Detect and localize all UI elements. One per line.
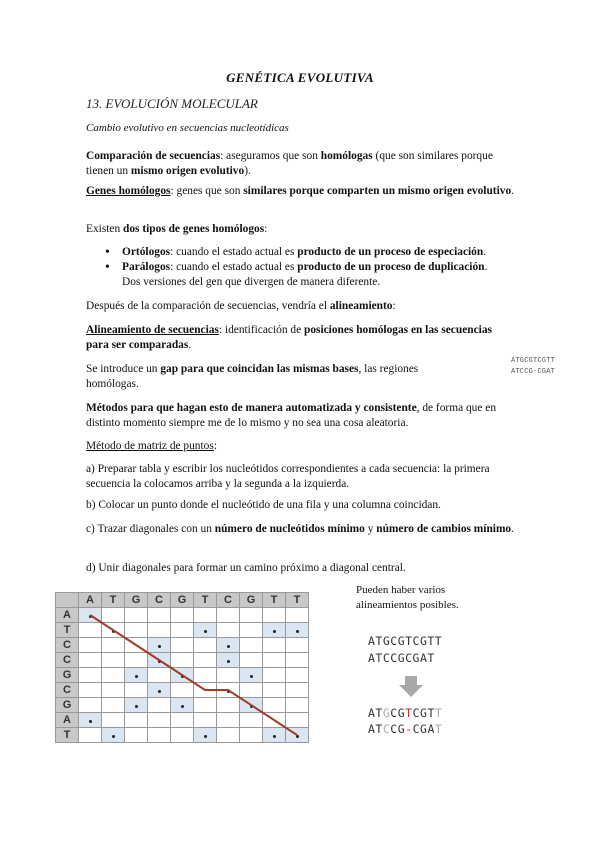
matrix-cell [171, 608, 194, 623]
matrix-cell [263, 623, 286, 638]
matrix-cell [286, 683, 309, 698]
text: : cuando el estado actual es [170, 246, 298, 258]
match-dot [204, 735, 207, 738]
sequence-segment: G [382, 706, 391, 720]
matrix-cell [171, 683, 194, 698]
matrix-row-header: A [56, 713, 79, 728]
match-dot [158, 645, 161, 648]
text: , de forma que en distinto momento siempre me de lo mismo y no sea una cosa aleatoria. [86, 402, 497, 429]
section-subtitle: Cambio evolutivo en secuencias nucleotídicas [86, 122, 289, 134]
sequence-segment: - [405, 722, 413, 736]
matrix-cell [79, 653, 102, 668]
mini-sequence-2: ATCCG-CGAT [511, 368, 556, 376]
bold-text: producto de un proceso de duplicación [297, 261, 485, 273]
matrix-cell [102, 698, 125, 713]
matrix-cell [171, 653, 194, 668]
text: : [264, 223, 268, 235]
match-dot [204, 630, 207, 633]
matrix-cell [148, 653, 171, 668]
matrix-cell [240, 728, 263, 743]
matrix-cell [240, 668, 263, 683]
matrix-col-header: C [217, 593, 240, 608]
matrix-cell [194, 698, 217, 713]
match-dot [227, 690, 230, 693]
matrix-cell [171, 623, 194, 638]
matrix-cell [194, 683, 217, 698]
match-dot [89, 615, 92, 618]
text: . [483, 246, 487, 258]
matrix-cell [194, 638, 217, 653]
gene-types-list [100, 245, 520, 290]
matrix-cell [240, 683, 263, 698]
paragraph-alineamiento [86, 323, 516, 353]
bold-text: mismo origen evolutivo [130, 165, 245, 177]
matrix-cell [217, 638, 240, 653]
matrix-cell [286, 638, 309, 653]
sequence-segment: AT [368, 722, 383, 736]
matrix-cell [286, 653, 309, 668]
matrix-cell [240, 638, 263, 653]
bold-text: gap para que coincidan las mismas bases [160, 363, 359, 375]
matrix-col-header: T [263, 593, 286, 608]
matrix-col-header: G [125, 593, 148, 608]
match-dot [296, 630, 299, 633]
term: Alineamiento de secuencias [86, 324, 219, 336]
text: , las regiones homólogas. [86, 363, 419, 390]
matrix-cell [194, 713, 217, 728]
paragraph-metodos [86, 401, 516, 431]
sequence-segment: T [405, 706, 413, 720]
matrix-row-header: T [56, 623, 79, 638]
matrix-cell [263, 653, 286, 668]
text: : identificación de [218, 324, 304, 336]
matrix-row-header: C [56, 638, 79, 653]
matrix-cell [171, 638, 194, 653]
match-dot [250, 705, 253, 708]
match-dot [227, 645, 230, 648]
text: (que son similares porque tienen un [86, 150, 493, 177]
matrix-corner [56, 593, 79, 608]
matrix-cell [125, 728, 148, 743]
matrix-cell [102, 653, 125, 668]
matrix-cell [286, 668, 309, 683]
text: ). [244, 165, 251, 177]
matrix-cell [194, 728, 217, 743]
matrix-cell [102, 623, 125, 638]
matrix-cell [194, 608, 217, 623]
term: Genes homólogos [86, 185, 171, 197]
matrix-cell [125, 623, 148, 638]
match-dot [158, 690, 161, 693]
matrix-cell [125, 668, 148, 683]
term: Comparación de secuencias [86, 150, 221, 162]
matrix-col-header: T [194, 593, 217, 608]
text: . [511, 523, 514, 535]
matrix-cell [79, 638, 102, 653]
sequence-segment: CG [390, 722, 406, 736]
matrix-col-header: T [102, 593, 125, 608]
matrix-cell [263, 713, 286, 728]
bold-text: número de nucleótidos mínimo [214, 523, 365, 535]
matrix-col-header: T [286, 593, 309, 608]
match-dot [181, 705, 184, 708]
list-item [100, 260, 520, 290]
bold-text: posiciones homólogas en las secuencias para ser comparadas [86, 324, 492, 351]
matrix-cell [194, 668, 217, 683]
matrix-cell [148, 668, 171, 683]
matrix-cell [102, 713, 125, 728]
matrix-cell [102, 668, 125, 683]
bold-text: Métodos para que hagan esto de manera automatizada y consistente [86, 402, 417, 414]
sequence-segment: C [382, 722, 391, 736]
sequence-before-2: ATCCGCGAT [368, 651, 435, 665]
text: Existen [86, 223, 124, 235]
matrix-cell [263, 683, 286, 698]
matriz-title: Método de matriz de puntos [86, 440, 214, 452]
paragraph-matriz-title [86, 439, 516, 454]
matrix-cell [102, 608, 125, 623]
bold-text: dos tipos de genes homólogos [123, 223, 265, 235]
text: Se introduce un [86, 363, 161, 375]
matrix-cell [125, 653, 148, 668]
text: : genes que son [170, 185, 244, 197]
bold-text: número de cambios mínimo [376, 523, 512, 535]
matrix-cell [263, 638, 286, 653]
text: . [484, 261, 488, 273]
match-dot [135, 705, 138, 708]
matrix-cell [79, 683, 102, 698]
matrix-cell [79, 623, 102, 638]
side-note: Pueden haber varios alineamientos posibles. [356, 584, 459, 611]
term: Parálogos [122, 261, 171, 273]
matrix-cell [217, 653, 240, 668]
bold-text: homólogas [320, 150, 373, 162]
matrix-cell [217, 608, 240, 623]
paragraph-gap [86, 362, 426, 392]
matrix-cell [194, 653, 217, 668]
sequence-after-2 [368, 722, 442, 736]
text: . [511, 185, 514, 197]
match-dot [181, 675, 184, 678]
text: c) Trazar diagonales con un [86, 523, 215, 535]
paragraph-genes [86, 184, 516, 199]
matrix-cell [171, 698, 194, 713]
matrix-cell [263, 728, 286, 743]
matrix-cell [79, 728, 102, 743]
text: : aseguramos que son [220, 150, 321, 162]
matrix-cell [79, 713, 102, 728]
bold-text: producto de un proceso de especiación [297, 246, 484, 258]
matrix-cell [148, 728, 171, 743]
sequence-segment: T [434, 722, 443, 736]
matrix-cell [286, 728, 309, 743]
bold-text: similares porque comparten un mismo origen evolutivo [243, 185, 512, 197]
matrix-cell [263, 668, 286, 683]
matrix-cell [240, 713, 263, 728]
match-dot [112, 630, 115, 633]
match-dot [227, 660, 230, 663]
text: : [392, 300, 396, 312]
matrix-cell [102, 728, 125, 743]
matrix-cell [148, 623, 171, 638]
paragraph-existen [86, 222, 516, 237]
matrix-row-header: G [56, 668, 79, 683]
matrix-cell [125, 638, 148, 653]
text: Dos versiones del gen que divergen de manera diferente. [122, 276, 381, 288]
matrix-col-header: G [240, 593, 263, 608]
matrix-cell [217, 668, 240, 683]
matrix-cell [286, 608, 309, 623]
paragraph-despues [86, 299, 516, 314]
matrix-cell [217, 623, 240, 638]
matrix-cell [217, 698, 240, 713]
matrix-col-header: G [171, 593, 194, 608]
step-a: a) Preparar tabla y escribir los nucleótidos correspondientes a cada secuencia: la primera secuencia la colocamos arriba y la segunda a la izquierda. [86, 463, 490, 490]
matrix-col-header: A [79, 593, 102, 608]
list-item [100, 245, 520, 260]
matrix-cell [102, 638, 125, 653]
document-title: GENÉTICA EVOLUTIVA [226, 70, 374, 85]
match-dot [89, 720, 92, 723]
step-b: b) Colocar un punto donde el nucleótido de una fila y una columna coincidan. [86, 499, 441, 511]
section-heading: 13. EVOLUCIÓN MOLECULAR [86, 96, 258, 111]
text: . [188, 339, 192, 351]
matrix-cell [240, 653, 263, 668]
match-dot [273, 630, 276, 633]
mini-sequence-1: ATGCGTCGTT [511, 357, 556, 365]
matrix-cell [171, 728, 194, 743]
matrix-cell [148, 638, 171, 653]
matrix-cell [217, 728, 240, 743]
match-dot [273, 735, 276, 738]
match-dot [250, 675, 253, 678]
matrix-cell [79, 698, 102, 713]
matrix-cell [79, 668, 102, 683]
matrix-cell [125, 698, 148, 713]
matrix-cell [125, 713, 148, 728]
down-arrow-icon [398, 676, 424, 698]
text: : cuando el estado actual es [170, 261, 298, 273]
matrix-row-header: A [56, 608, 79, 623]
sequence-segment: CG [390, 706, 406, 720]
matrix-cell [148, 698, 171, 713]
match-dot [296, 735, 299, 738]
paragraph-comparacion [86, 149, 516, 179]
sequence-segment: CGT [412, 706, 435, 720]
matrix-cell [240, 623, 263, 638]
text: : [213, 440, 217, 452]
matrix-cell [194, 623, 217, 638]
match-dot [158, 660, 161, 663]
sequence-segment: AT [368, 706, 383, 720]
matrix-cell [240, 698, 263, 713]
matrix-cell [125, 608, 148, 623]
matrix-cell [102, 683, 125, 698]
term: Ortólogos [122, 246, 171, 258]
matrix-cell [240, 608, 263, 623]
matrix-cell [79, 608, 102, 623]
matrix-cell [286, 698, 309, 713]
matrix-cell [125, 683, 148, 698]
dot-matrix [55, 592, 309, 743]
text: Después de la comparación de secuencias, vendría el [86, 300, 330, 312]
matrix-cell [286, 713, 309, 728]
sequence-segment: CGA [412, 722, 435, 736]
matrix-row-header: C [56, 683, 79, 698]
matrix-row-header: T [56, 728, 79, 743]
matrix-cell [217, 683, 240, 698]
sequence-before-1: ATGCGTCGTT [368, 634, 443, 648]
matrix-cell [148, 683, 171, 698]
matrix-cell [263, 608, 286, 623]
match-dot [135, 675, 138, 678]
matrix-row-header: G [56, 698, 79, 713]
matrix-cell [148, 608, 171, 623]
bold-text: alineamiento [329, 300, 393, 312]
matrix-cell [171, 668, 194, 683]
match-dot [112, 735, 115, 738]
text: y [364, 523, 377, 535]
sequence-after-1 [368, 706, 442, 720]
matrix-cell [171, 713, 194, 728]
sequence-segment: T [434, 706, 443, 720]
matrix-col-header: C [148, 593, 171, 608]
matrix-cell [217, 713, 240, 728]
step-c [86, 522, 516, 537]
step-d: d) Unir diagonales para formar un camino próximo a diagonal central. [86, 562, 406, 574]
matrix-row-header: C [56, 653, 79, 668]
matrix-cell [286, 623, 309, 638]
matrix-cell [148, 713, 171, 728]
matrix-cell [263, 698, 286, 713]
